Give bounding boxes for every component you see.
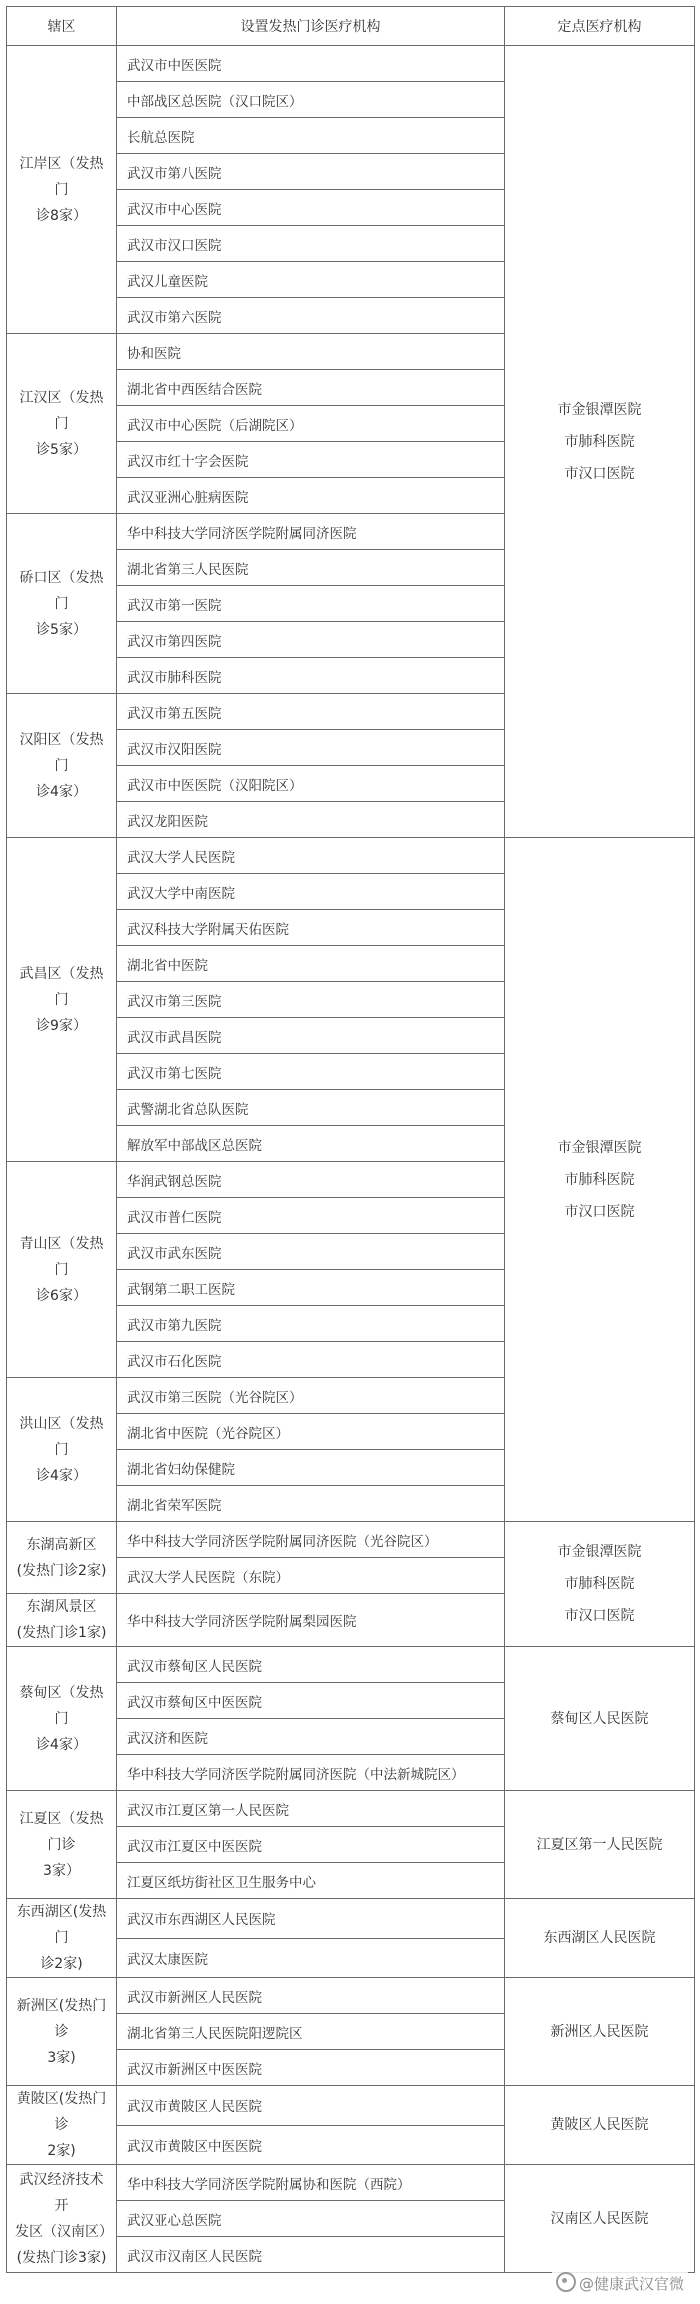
institution-cell: 武警湖北省总队医院 (117, 1090, 505, 1126)
district-label-line: 诊8家） (36, 207, 87, 224)
district-label-line: 诊4家） (36, 1467, 87, 1484)
district-cell (7, 2086, 117, 2165)
institution-cell: 湖北省第三人民医院 (117, 550, 505, 586)
district-label-line: 新洲区(发热门诊 (16, 1997, 107, 2040)
district-label-line: 江汉区（发热门 (19, 389, 104, 432)
institution-cell: 武汉太康医院 (117, 1938, 505, 1978)
district-label-line: 诊9家） (36, 1017, 87, 1034)
institution-cell: 武汉市第九医院 (117, 1306, 505, 1342)
table-row (7, 1978, 695, 2014)
district-label-line: 武汉经济技术开 (19, 2171, 104, 2214)
district-label-line: 东湖风景区 (26, 1599, 97, 1615)
institution-cell: 武汉市肺科医院 (117, 658, 505, 694)
designated-hospital-cell (505, 2165, 695, 2273)
institution-cell: 湖北省中医院 (117, 946, 505, 982)
institution-cell: 武汉龙阳医院 (117, 802, 505, 838)
institution-cell: 武汉市第五医院 (117, 694, 505, 730)
institution-cell: 武汉大学人民医院（东院） (117, 1558, 505, 1594)
designated-hospital-cell (505, 1899, 695, 1978)
institution-cell: 武汉市汉口医院 (117, 226, 505, 262)
designated-hospital-name: 蔡甸区人民医院 (550, 1710, 649, 1727)
district-label-line: 诊5家） (36, 441, 87, 458)
institution-cell: 武汉市武昌医院 (117, 1018, 505, 1054)
header-designated: 定点医疗机构 (505, 7, 695, 46)
header-row (7, 7, 695, 46)
district-label-line: 江夏区（发热门诊 (19, 1810, 104, 1853)
district-label-line: 东西湖区(发热门 (16, 1904, 107, 1946)
institution-cell: 武汉市江夏区中医医院 (117, 1827, 505, 1863)
table-row (7, 1791, 695, 1827)
district-label-line: 诊4家） (36, 783, 87, 800)
institution-cell: 武汉市中医医院（汉阳院区） (117, 766, 505, 802)
district-label-line: 诊4家） (36, 1736, 87, 1753)
institution-cell: 武汉市中心医院 (117, 190, 505, 226)
table-row (7, 1899, 695, 1939)
institution-cell: 华润武钢总医院 (117, 1162, 505, 1198)
district-cell (7, 1899, 117, 1978)
designated-hospital-name: 市汉口医院 (564, 1608, 635, 1624)
district-cell (7, 334, 117, 514)
district-cell (7, 838, 117, 1162)
institution-cell: 武汉亚心总医院 (117, 2201, 505, 2237)
designated-hospital-name: 新洲区人民医院 (550, 2023, 649, 2040)
designated-hospital-name: 市金银潭医院 (557, 1139, 642, 1156)
institution-cell: 武汉市中心医院（后湖院区） (117, 406, 505, 442)
institution-cell: 武汉市蔡甸区中医医院 (117, 1683, 505, 1719)
district-cell (7, 514, 117, 694)
district-label-line: 蔡甸区（发热门 (19, 1684, 104, 1727)
table-row (7, 2086, 695, 2126)
institution-cell: 武汉济和医院 (117, 1719, 505, 1755)
designated-hospital-name: 汉南区人民医院 (550, 2210, 649, 2227)
designated-hospital-cell (505, 46, 695, 838)
watermark-text: @健康武汉官微 (578, 2275, 684, 2293)
institution-cell: 武汉市第七医院 (117, 1054, 505, 1090)
institution-cell: 湖北省中医院（光谷院区） (117, 1414, 505, 1450)
designated-hospital-name: 市肺科医院 (564, 433, 635, 450)
table-row (7, 838, 695, 874)
district-cell (7, 1378, 117, 1522)
district-label-line: 诊5家） (36, 621, 87, 638)
designated-hospital-cell (505, 1522, 695, 1647)
institution-cell: 武汉市第八医院 (117, 154, 505, 190)
district-cell (7, 1522, 117, 1594)
institution-cell: 华中科技大学同济医学院附属同济医院（中法新城院区） (117, 1755, 505, 1791)
institution-cell: 湖北省妇幼保健院 (117, 1450, 505, 1486)
table-row (7, 2165, 695, 2201)
district-label-line: (发热门诊3家) (16, 2249, 107, 2266)
institution-cell: 武汉市东西湖区人民医院 (117, 1899, 505, 1939)
institution-cell: 华中科技大学同济医学院附属梨园医院 (117, 1594, 505, 1647)
institution-cell: 湖北省中西医结合医院 (117, 370, 505, 406)
institution-cell: 武汉市武东医院 (117, 1234, 505, 1270)
district-label-line: 武昌区（发热门 (19, 965, 104, 1008)
weibo-logo-icon (556, 2272, 576, 2292)
district-cell (7, 1791, 117, 1899)
district-label-line: 硚口区（发热门 (19, 569, 104, 612)
institution-cell: 武汉市第三医院（光谷院区） (117, 1378, 505, 1414)
designated-hospital-name: 江夏区第一人民医院 (536, 1836, 663, 1853)
designated-hospital-name: 市汉口医院 (564, 1203, 635, 1220)
institution-cell: 武汉市汉南区人民医院 (117, 2237, 505, 2273)
district-label-line: 黄陂区(发热门诊 (16, 2091, 107, 2133)
designated-hospital-cell (505, 1647, 695, 1791)
institution-cell: 武汉市红十字会医院 (117, 442, 505, 478)
district-label-line: 发区（汉南区） (15, 2223, 113, 2240)
institution-cell: 武汉大学中南医院 (117, 874, 505, 910)
district-label-line: 江岸区（发热门 (19, 155, 104, 198)
institution-cell: 湖北省第三人民医院阳逻院区 (117, 2014, 505, 2050)
district-label-line: 2家) (47, 2143, 76, 2159)
district-label-line: (发热门诊2家) (16, 1562, 107, 1579)
designated-hospital-name: 市金银潭医院 (557, 1544, 642, 1560)
institution-cell: 长航总医院 (117, 118, 505, 154)
institution-cell: 江夏区纸坊街社区卫生服务中心 (117, 1863, 505, 1899)
header-institutions: 设置发热门诊医疗机构 (117, 7, 505, 46)
district-cell (7, 1647, 117, 1791)
district-cell (7, 694, 117, 838)
designated-hospital-cell (505, 1791, 695, 1899)
designated-hospital-name: 市肺科医院 (564, 1576, 635, 1592)
table-row (7, 1647, 695, 1683)
district-cell (7, 1594, 117, 1647)
institution-cell: 武汉科技大学附属天佑医院 (117, 910, 505, 946)
institution-cell: 武汉市黄陂区人民医院 (117, 2086, 505, 2126)
institution-cell: 协和医院 (117, 334, 505, 370)
institution-cell: 武汉市第三医院 (117, 982, 505, 1018)
institution-cell: 武汉亚洲心脏病医院 (117, 478, 505, 514)
institution-cell: 武汉市新洲区中医医院 (117, 2050, 505, 2086)
district-label-line: 青山区（发热门 (19, 1235, 104, 1278)
institution-cell: 武汉市汉阳医院 (117, 730, 505, 766)
district-label-line: 诊2家) (40, 1956, 83, 1972)
designated-hospital-cell (505, 838, 695, 1522)
institution-cell: 武汉儿童医院 (117, 262, 505, 298)
district-label-line: 3家） (43, 1862, 80, 1879)
designated-hospital-cell (505, 2086, 695, 2165)
institution-cell: 武汉市普仁医院 (117, 1198, 505, 1234)
institution-cell: 华中科技大学同济医学院附属同济医院 (117, 514, 505, 550)
institution-cell: 武汉大学人民医院 (117, 838, 505, 874)
institution-cell: 湖北省荣军医院 (117, 1486, 505, 1522)
institution-cell: 武汉市黄陂区中医医院 (117, 2125, 505, 2165)
designated-hospital-cell (505, 1978, 695, 2086)
institution-cell: 武汉市第六医院 (117, 298, 505, 334)
institution-cell: 武汉市新洲区人民医院 (117, 1978, 505, 2014)
table-body (7, 46, 695, 2273)
institution-cell: 武汉市江夏区第一人民医院 (117, 1791, 505, 1827)
designated-hospital-name: 黄陂区人民医院 (550, 2117, 649, 2133)
institution-cell: 武钢第二职工医院 (117, 1270, 505, 1306)
designated-hospital-name: 市肺科医院 (564, 1171, 635, 1188)
watermark (552, 2270, 688, 2296)
district-label-line: (发热门诊1家) (16, 1625, 107, 1641)
district-label-line: 诊6家） (36, 1287, 87, 1304)
designated-hospital-name: 市金银潭医院 (557, 401, 642, 418)
designated-hospital-name: 东西湖区人民医院 (543, 1930, 656, 1946)
institution-cell: 武汉市第一医院 (117, 586, 505, 622)
institution-cell: 华中科技大学同济医学院附属同济医院（光谷院区） (117, 1522, 505, 1558)
institution-cell: 解放军中部战区总医院 (117, 1126, 505, 1162)
district-label-line: 洪山区（发热门 (19, 1415, 104, 1458)
district-cell (7, 2165, 117, 2273)
institution-cell: 武汉市石化医院 (117, 1342, 505, 1378)
district-cell (7, 46, 117, 334)
district-label-line: 3家) (47, 2049, 76, 2066)
district-label-line: 汉阳区（发热门 (19, 731, 104, 774)
fever-clinic-table (6, 6, 695, 2273)
designated-hospital-name: 市汉口医院 (564, 465, 635, 482)
institution-cell: 华中科技大学同济医学院附属协和医院（西院） (117, 2165, 505, 2201)
table-row (7, 46, 695, 82)
district-cell (7, 1162, 117, 1378)
district-label-line: 东湖高新区 (26, 1536, 97, 1553)
institution-cell: 中部战区总医院（汉口院区） (117, 82, 505, 118)
institution-cell: 武汉市中医医院 (117, 46, 505, 82)
district-cell (7, 1978, 117, 2086)
header-district: 辖区 (7, 7, 117, 46)
table-row (7, 1522, 695, 1558)
institution-cell: 武汉市蔡甸区人民医院 (117, 1647, 505, 1683)
institution-cell: 武汉市第四医院 (117, 622, 505, 658)
